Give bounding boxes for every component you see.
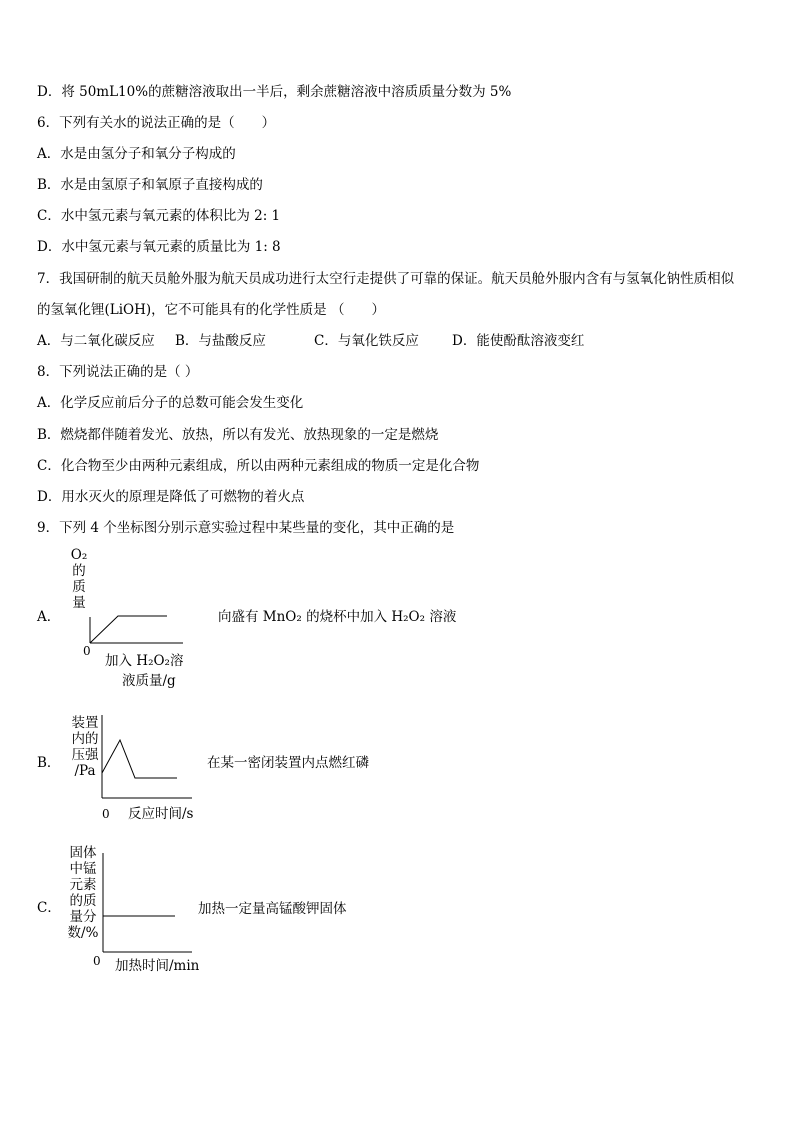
figure-c-graph bbox=[0, 845, 794, 975]
figure-a-ylabel-3: 质 bbox=[72, 579, 86, 595]
q6-stem: 6．下列有关水的说法正确的是（ ） bbox=[37, 115, 276, 131]
figure-b-curve bbox=[102, 740, 177, 778]
figure-c-letter: C． bbox=[37, 900, 61, 916]
q6-option-d: D．水中氢元素与氧元素的质量比为 1: 8 bbox=[37, 239, 281, 255]
figure-c-ylabel-6: 数/% bbox=[67, 925, 99, 941]
figure-a-letter: A． bbox=[37, 609, 61, 625]
figure-c-ylabel-5: 量分 bbox=[69, 909, 97, 925]
figure-a bbox=[0, 545, 794, 695]
figure-c-ylabel-4: 的质 bbox=[69, 893, 97, 909]
q8-option-c: C．化合物至少由两种元素组成，所以由两种元素组成的物质一定是化合物 bbox=[37, 458, 480, 474]
q7-stem-line2: 的氢氧化锂(LiOH)，它不可能具有的化学性质是 （ ） bbox=[37, 302, 385, 318]
q9-stem: 9．下列 4 个坐标图分别示意实验过程中某些量的变化，其中正确的是 bbox=[37, 520, 455, 536]
figure-a-xlabel-2: 液质量/g bbox=[122, 673, 176, 689]
q7-option-b: B．与盐酸反应 bbox=[175, 333, 266, 349]
figure-b-ylabel-4: /Pa bbox=[74, 763, 96, 779]
figure-a-description: 向盛有 MnO₂ 的烧杯中加入 H₂O₂ 溶液 bbox=[218, 609, 457, 625]
figure-a-curve bbox=[90, 616, 167, 643]
figure-a-origin: 0 bbox=[83, 644, 91, 658]
figure-c-xlabel: 加热时间/min bbox=[115, 958, 200, 974]
q8-stem: 8．下列说法正确的是（ ） bbox=[37, 364, 199, 380]
q6-option-c: C．水中氢元素与氧元素的体积比为 2: 1 bbox=[37, 208, 281, 224]
figure-c bbox=[0, 845, 794, 975]
q6-option-a: A．水是由氢分子和氧分子构成的 bbox=[37, 146, 236, 162]
figure-b-ylabel-1: 装置 bbox=[71, 715, 99, 731]
figure-a-ylabel-2: 的 bbox=[72, 563, 86, 579]
q7-stem-line1: 7．我国研制的航天员舱外服为航天员成功进行太空行走提供了可靠的保证。航天员舱外服内含有与氢氧化钠性质相似 bbox=[37, 271, 735, 287]
q7-option-c: C．与氧化铁反应 bbox=[314, 333, 419, 349]
figure-b-xlabel: 反应时间/s bbox=[128, 806, 194, 822]
q6-option-b: B．水是由氢原子和氧原子直接构成的 bbox=[37, 177, 263, 193]
q8-option-d: D．用水灭火的原理是降低了可燃物的着火点 bbox=[37, 489, 305, 505]
figure-b-ylabel-2: 内的 bbox=[71, 731, 99, 747]
figure-b bbox=[0, 715, 794, 825]
figure-b-graph bbox=[0, 715, 794, 825]
figure-b-description: 在某一密闭装置内点燃红磷 bbox=[207, 755, 369, 771]
q7-option-a: A．与二氧化碳反应 bbox=[37, 333, 155, 349]
q8-option-b: B．燃烧都伴随着发光、放热，所以有发光、放热现象的一定是燃烧 bbox=[37, 427, 439, 443]
q5-option-d: D．将 50mL10%的蔗糖溶液取出一半后，剩余蔗糖溶液中溶质质量分数为 5% bbox=[37, 84, 512, 100]
q7-option-d: D．能使酚酞溶液变红 bbox=[452, 333, 585, 349]
figure-b-ylabel-3: 压强 bbox=[71, 747, 99, 763]
q7-options-row bbox=[37, 333, 757, 349]
figure-c-ylabel-3: 元素 bbox=[69, 877, 97, 893]
figure-c-ylabel-1: 固体 bbox=[69, 845, 97, 861]
figure-c-origin: 0 bbox=[93, 954, 101, 968]
q8-option-a: A．化学反应前后分子的总数可能会发生变化 bbox=[37, 395, 304, 411]
figure-c-ylabel-2: 中锰 bbox=[69, 861, 97, 877]
figure-b-origin: 0 bbox=[102, 807, 110, 821]
figure-a-xlabel-1: 加入 H₂O₂溶 bbox=[105, 653, 184, 669]
figure-a-ylabel-1: O₂ bbox=[70, 547, 88, 563]
figure-b-letter: B． bbox=[37, 755, 61, 771]
figure-a-ylabel-4: 量 bbox=[72, 595, 86, 611]
figure-c-description: 加热一定量高锰酸钾固体 bbox=[198, 901, 347, 917]
